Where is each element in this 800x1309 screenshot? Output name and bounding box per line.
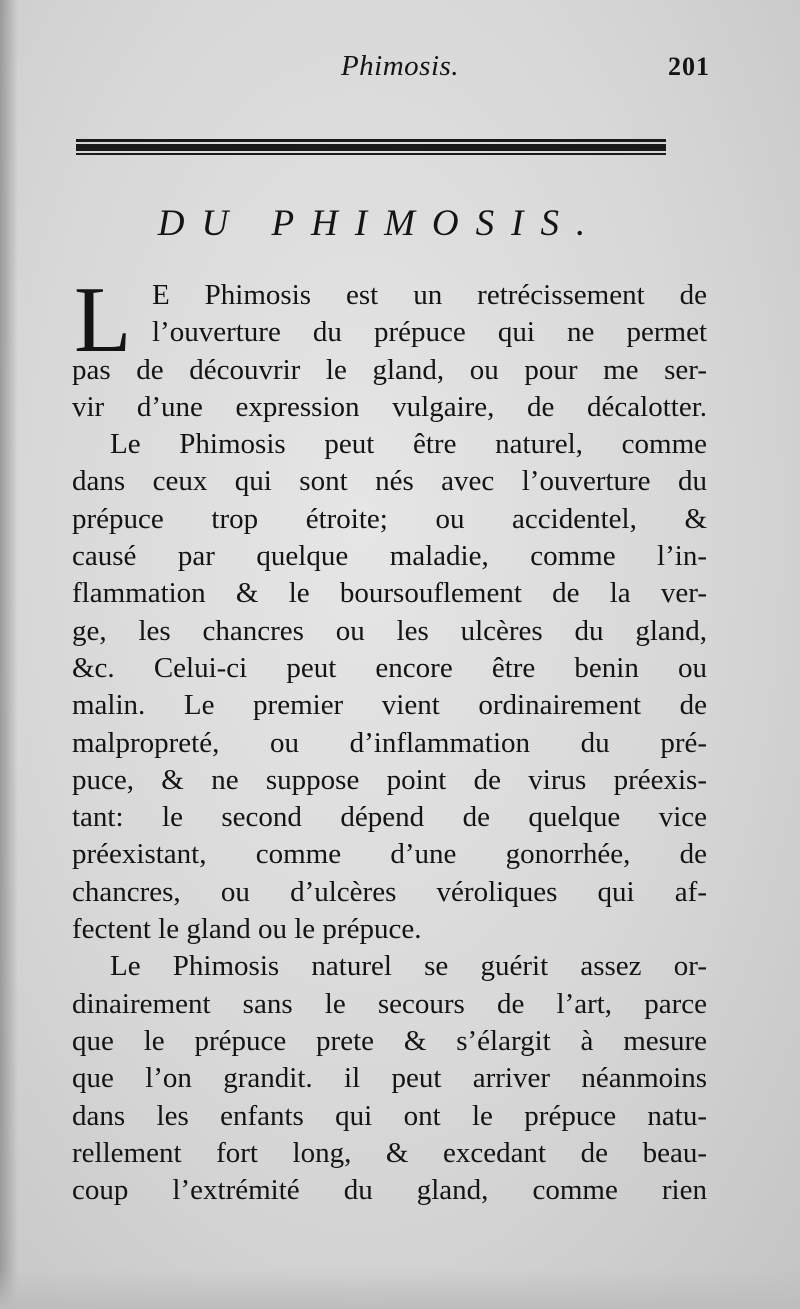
- page-number: 201: [668, 52, 710, 81]
- text-line: malpropreté, ou d’inflammation du pré-: [72, 726, 707, 759]
- text-line: &c. Celui-ci peut encore être benin ou: [72, 651, 707, 684]
- text-line: l’ouverture du prépuce qui ne permet: [152, 316, 707, 349]
- text-line: chancres, ou d’ulcères véroliques qui af-: [72, 875, 707, 908]
- text-line: coup l’extrémité du gland, comme rien: [72, 1174, 707, 1207]
- page-bottom-shadow: [0, 1269, 800, 1309]
- text-line: que le prépuce prete & s’élargit à mesure: [72, 1024, 707, 1057]
- text-line: préexistant, comme d’une gonorrhée, de: [72, 838, 707, 871]
- text-line: tant: le second dépend de quelque vice: [72, 801, 707, 834]
- paragraph-end-line: fectent le gland ou le prépuce.: [72, 913, 422, 946]
- text-line: prépuce trop étroite; ou accidentel, &: [72, 502, 707, 535]
- ornamental-rule: [76, 137, 666, 159]
- drop-cap: L: [74, 268, 132, 372]
- chapter-heading: DU PHIMOSIS.: [157, 203, 603, 244]
- page-edge-shadow: [0, 0, 18, 1309]
- text-line: puce, & ne suppose point de virus préexis-: [72, 763, 707, 796]
- text-line: causé par quelque maladie, comme l’in-: [72, 540, 707, 573]
- text-line: E Phimosis est un retrécissement de: [152, 279, 707, 311]
- text-line: rellement fort long, & excedant de beau-: [72, 1136, 707, 1169]
- running-title: Phimosis.: [340, 50, 460, 82]
- text-line: pas de découvrir le gland, ou pour me ser-: [72, 353, 707, 386]
- body-text: [72, 268, 707, 1209]
- text-line: flammation & le boursouflement de la ver-: [72, 577, 707, 610]
- text-line: malin. Le premier vient ordinairement de: [72, 689, 707, 722]
- text-line: dinairement sans le secours de l’art, parce: [72, 987, 707, 1020]
- text-line: que l’on grandit. il peut arriver néanmoins: [72, 1062, 707, 1095]
- text-line: dans les enfants qui ont le prépuce natu-: [72, 1099, 707, 1132]
- text-line: ge, les chancres ou les ulcères du gland,: [72, 614, 707, 647]
- paragraph-start-line: Le Phimosis naturel se guérit assez or-: [110, 950, 707, 983]
- paragraph-start-line: Le Phimosis peut être naturel, comme: [110, 428, 707, 461]
- running-head: [0, 50, 800, 92]
- text-line: vir d’une expression vulgaire, de décalotter.: [72, 390, 707, 423]
- text-line: dans ceux qui sont nés avec l’ouverture du: [72, 465, 707, 498]
